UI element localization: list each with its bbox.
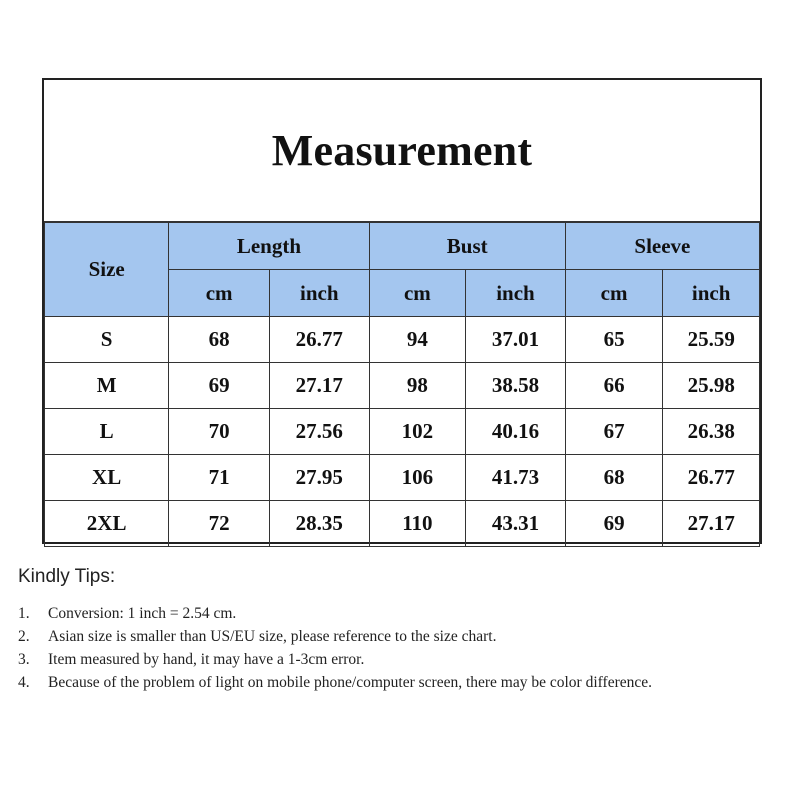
table-cell: 71	[169, 455, 270, 501]
tip-item	[18, 671, 788, 694]
tips-title: Kindly Tips:	[18, 566, 116, 587]
table-cell: 26.77	[269, 317, 369, 363]
size-cell: L	[45, 409, 169, 455]
table-cell: 26.38	[663, 409, 760, 455]
unit-header: inch	[466, 270, 566, 317]
tips-list	[18, 602, 788, 694]
tip-number: 4.	[18, 674, 30, 691]
table-cell: 69	[565, 501, 663, 547]
table-cell: 65	[565, 317, 663, 363]
size-cell: 2XL	[45, 501, 169, 547]
table-cell: 27.17	[269, 363, 369, 409]
table-cell: 94	[369, 317, 466, 363]
table-cell: 102	[369, 409, 466, 455]
group-header-length: Length	[169, 223, 369, 270]
table-cell: 106	[369, 455, 466, 501]
table-cell: 70	[169, 409, 270, 455]
chart-title: Measurement	[271, 126, 533, 175]
table-cell: 68	[565, 455, 663, 501]
table-cell: 25.98	[663, 363, 760, 409]
group-header-row	[45, 223, 760, 270]
table-cell: 41.73	[466, 455, 566, 501]
tip-text: Item measured by hand, it may have a 1-3cm error.	[48, 651, 365, 668]
group-header-bust: Bust	[369, 223, 565, 270]
table-row	[45, 455, 760, 501]
tip-text: Asian size is smaller than US/EU size, please reference to the size chart.	[48, 628, 497, 645]
unit-header: inch	[269, 270, 369, 317]
tip-item	[18, 602, 788, 625]
unit-header: inch	[663, 270, 760, 317]
table-row	[45, 409, 760, 455]
size-cell: M	[45, 363, 169, 409]
tip-number: 2.	[18, 628, 30, 645]
table-cell: 67	[565, 409, 663, 455]
table-cell: 28.35	[269, 501, 369, 547]
tip-text: Conversion: 1 inch = 2.54 cm.	[48, 605, 237, 622]
tip-number: 3.	[18, 651, 30, 668]
size-cell: S	[45, 317, 169, 363]
table-cell: 27.95	[269, 455, 369, 501]
size-column-header: Size	[45, 223, 169, 317]
unit-header: cm	[565, 270, 663, 317]
unit-header: cm	[169, 270, 270, 317]
table-cell: 43.31	[466, 501, 566, 547]
title-box	[44, 80, 760, 222]
table-row	[45, 363, 760, 409]
table-cell: 40.16	[466, 409, 566, 455]
size-table	[44, 222, 760, 547]
tip-text: Because of the problem of light on mobile phone/computer screen, there may be color difference.	[48, 674, 652, 691]
group-header-sleeve: Sleeve	[565, 223, 759, 270]
table-cell: 98	[369, 363, 466, 409]
table-cell: 26.77	[663, 455, 760, 501]
table-cell: 68	[169, 317, 270, 363]
table-row	[45, 317, 760, 363]
table-cell: 38.58	[466, 363, 566, 409]
tip-number: 1.	[18, 605, 30, 622]
table-cell: 27.56	[269, 409, 369, 455]
table-cell: 69	[169, 363, 270, 409]
table-cell: 37.01	[466, 317, 566, 363]
table-cell: 66	[565, 363, 663, 409]
kindly-tips	[18, 566, 788, 694]
table-cell: 25.59	[663, 317, 760, 363]
table-cell: 110	[369, 501, 466, 547]
tip-item	[18, 625, 788, 648]
size-chart	[42, 78, 762, 544]
table-row	[45, 501, 760, 547]
size-cell: XL	[45, 455, 169, 501]
tip-item	[18, 648, 788, 671]
table-cell: 27.17	[663, 501, 760, 547]
unit-header: cm	[369, 270, 466, 317]
table-cell: 72	[169, 501, 270, 547]
